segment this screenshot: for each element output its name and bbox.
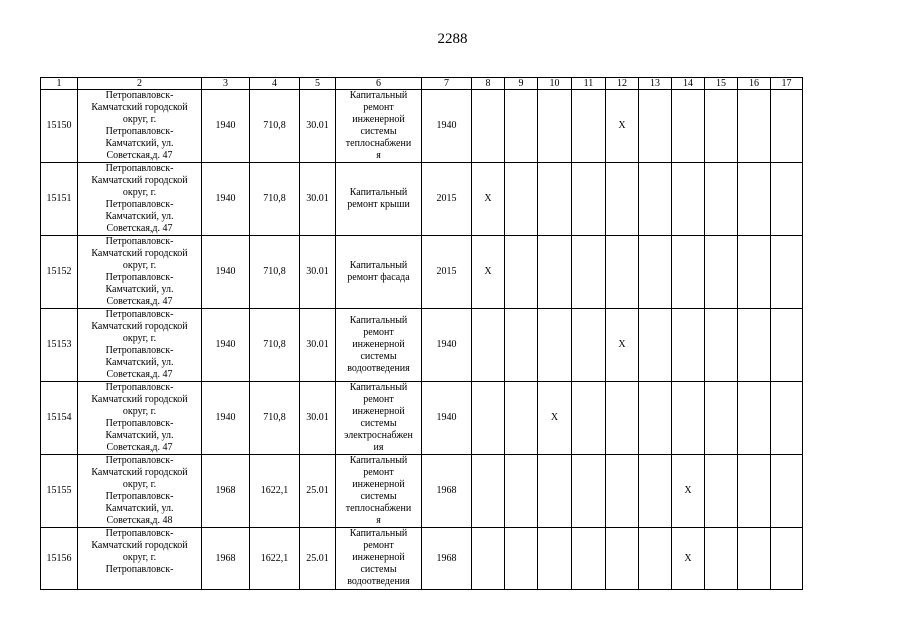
mark-cell-col-12: X (606, 309, 639, 382)
mark-cell-col-15 (705, 163, 738, 236)
period-cell: 1968 (422, 528, 472, 590)
mark-cell-col-13 (639, 236, 672, 309)
mark-cell-col-10 (538, 455, 572, 528)
mark-cell-col-11 (572, 309, 606, 382)
table-row (41, 90, 803, 163)
column-header: 16 (738, 78, 771, 90)
mark-cell-col-10 (538, 163, 572, 236)
period-cell: 2015 (422, 163, 472, 236)
year-cell: 1940 (202, 163, 250, 236)
address-cell: Петропавловск- Камчатский городской округ, г. Петропавловск- Камчатский, ул. Советская,д. 48 (78, 455, 202, 528)
mark-cell-col-16 (738, 163, 771, 236)
year-cell: 1968 (202, 528, 250, 590)
mark-cell-col-13 (639, 309, 672, 382)
mark-cell-col-17 (771, 528, 803, 590)
mark-cell-col-17 (771, 309, 803, 382)
work-type-cell: Капитальный ремонт инженерной системы водоотведения (336, 528, 422, 590)
area-cell: 710,8 (250, 163, 300, 236)
mark-cell-col-15 (705, 90, 738, 163)
mark-cell-col-13 (639, 382, 672, 455)
mark-cell-col-9 (505, 309, 538, 382)
code-cell: 30.01 (300, 236, 336, 309)
code-cell: 30.01 (300, 90, 336, 163)
row-id: 15153 (41, 309, 78, 382)
mark-cell-col-13 (639, 90, 672, 163)
mark-cell-col-11 (572, 90, 606, 163)
row-id: 15154 (41, 382, 78, 455)
mark-cell-col-8 (472, 309, 505, 382)
row-id: 15155 (41, 455, 78, 528)
mark-cell-col-13 (639, 455, 672, 528)
mark-cell-col-15 (705, 528, 738, 590)
mark-cell-col-8 (472, 455, 505, 528)
mark-cell-col-17 (771, 163, 803, 236)
header-row (41, 78, 803, 90)
mark-cell-col-8: X (472, 236, 505, 309)
code-cell: 30.01 (300, 382, 336, 455)
mark-cell-col-14 (672, 309, 705, 382)
mark-cell-col-16 (738, 382, 771, 455)
mark-cell-col-8: X (472, 163, 505, 236)
mark-cell-col-16 (738, 528, 771, 590)
mark-cell-col-8 (472, 90, 505, 163)
column-header: 9 (505, 78, 538, 90)
area-cell: 710,8 (250, 90, 300, 163)
period-cell: 2015 (422, 236, 472, 309)
table-row (41, 528, 803, 590)
page-number: 2288 (437, 31, 468, 47)
mark-cell-col-17 (771, 382, 803, 455)
code-cell: 25.01 (300, 455, 336, 528)
mark-cell-col-8 (472, 382, 505, 455)
mark-cell-col-13 (639, 163, 672, 236)
year-cell: 1940 (202, 236, 250, 309)
area-cell: 1622,1 (250, 455, 300, 528)
table-row (41, 309, 803, 382)
column-header: 10 (538, 78, 572, 90)
mark-cell-col-17 (771, 455, 803, 528)
year-cell: 1968 (202, 455, 250, 528)
mark-cell-col-11 (572, 236, 606, 309)
column-header: 14 (672, 78, 705, 90)
mark-cell-col-9 (505, 163, 538, 236)
column-header: 4 (250, 78, 300, 90)
work-type-cell: Капитальный ремонт фасада (336, 236, 422, 309)
address-cell: Петропавловск- Камчатский городской округ, г. Петропавловск- Камчатский, ул. Советская,д. 47 (78, 236, 202, 309)
address-cell: Петропавловск- Камчатский городской округ, г. Петропавловск- Камчатский, ул. Советская,д. 47 (78, 309, 202, 382)
column-header: 15 (705, 78, 738, 90)
address-cell: Петропавловск- Камчатский городской округ, г. Петропавловск- (78, 528, 202, 590)
column-header: 17 (771, 78, 803, 90)
year-cell: 1940 (202, 90, 250, 163)
mark-cell-col-15 (705, 382, 738, 455)
mark-cell-col-10 (538, 90, 572, 163)
work-type-cell: Капитальный ремонт крыши (336, 163, 422, 236)
mark-cell-col-15 (705, 309, 738, 382)
mark-cell-col-10 (538, 528, 572, 590)
mark-cell-col-14: X (672, 528, 705, 590)
row-id: 15151 (41, 163, 78, 236)
period-cell: 1968 (422, 455, 472, 528)
column-header: 12 (606, 78, 639, 90)
mark-cell-col-9 (505, 236, 538, 309)
column-header: 3 (202, 78, 250, 90)
area-cell: 710,8 (250, 309, 300, 382)
year-cell: 1940 (202, 309, 250, 382)
address-cell: Петропавловск- Камчатский городской округ, г. Петропавловск- Камчатский, ул. Советская,д. 47 (78, 382, 202, 455)
mark-cell-col-9 (505, 528, 538, 590)
mark-cell-col-17 (771, 90, 803, 163)
table-row (41, 382, 803, 455)
mark-cell-col-9 (505, 382, 538, 455)
work-type-cell: Капитальный ремонт инженерной системы теплоснабжени я (336, 90, 422, 163)
mark-cell-col-17 (771, 236, 803, 309)
work-type-cell: Капитальный ремонт инженерной системы водоотведения (336, 309, 422, 382)
address-cell: Петропавловск- Камчатский городской округ, г. Петропавловск- Камчатский, ул. Советская,д. 47 (78, 163, 202, 236)
table-body (41, 78, 803, 590)
row-id: 15156 (41, 528, 78, 590)
mark-cell-col-8 (472, 528, 505, 590)
mark-cell-col-14 (672, 163, 705, 236)
table-row (41, 455, 803, 528)
work-type-cell: Капитальный ремонт инженерной системы теплоснабжени я (336, 455, 422, 528)
period-cell: 1940 (422, 309, 472, 382)
mark-cell-col-16 (738, 455, 771, 528)
mark-cell-col-12 (606, 236, 639, 309)
mark-cell-col-12: X (606, 90, 639, 163)
mark-cell-col-11 (572, 455, 606, 528)
mark-cell-col-14: X (672, 455, 705, 528)
mark-cell-col-12 (606, 382, 639, 455)
work-type-cell: Капитальный ремонт инженерной системы электроснабжен ия (336, 382, 422, 455)
area-cell: 710,8 (250, 382, 300, 455)
column-header: 1 (41, 78, 78, 90)
mark-cell-col-11 (572, 382, 606, 455)
table-row (41, 236, 803, 309)
area-cell: 1622,1 (250, 528, 300, 590)
mark-cell-col-10 (538, 309, 572, 382)
mark-cell-col-12 (606, 163, 639, 236)
mark-cell-col-15 (705, 236, 738, 309)
area-cell: 710,8 (250, 236, 300, 309)
mark-cell-col-16 (738, 90, 771, 163)
mark-cell-col-14 (672, 236, 705, 309)
mark-cell-col-14 (672, 90, 705, 163)
column-header: 11 (572, 78, 606, 90)
row-id: 15150 (41, 90, 78, 163)
row-id: 15152 (41, 236, 78, 309)
column-header: 13 (639, 78, 672, 90)
mark-cell-col-13 (639, 528, 672, 590)
year-cell: 1940 (202, 382, 250, 455)
mark-cell-col-11 (572, 528, 606, 590)
mark-cell-col-15 (705, 455, 738, 528)
mark-cell-col-11 (572, 163, 606, 236)
column-header: 6 (336, 78, 422, 90)
table-row (41, 163, 803, 236)
column-header: 5 (300, 78, 336, 90)
mark-cell-col-16 (738, 309, 771, 382)
period-cell: 1940 (422, 90, 472, 163)
code-cell: 30.01 (300, 163, 336, 236)
mark-cell-col-10 (538, 236, 572, 309)
column-header: 7 (422, 78, 472, 90)
mark-cell-col-16 (738, 236, 771, 309)
mark-cell-col-10: X (538, 382, 572, 455)
code-cell: 25.01 (300, 528, 336, 590)
mark-cell-col-9 (505, 455, 538, 528)
column-header: 8 (472, 78, 505, 90)
column-header: 2 (78, 78, 202, 90)
mark-cell-col-12 (606, 455, 639, 528)
mark-cell-col-14 (672, 382, 705, 455)
mark-cell-col-12 (606, 528, 639, 590)
register-table (40, 77, 803, 590)
code-cell: 30.01 (300, 309, 336, 382)
address-cell: Петропавловск- Камчатский городской округ, г. Петропавловск- Камчатский, ул. Советская,д. 47 (78, 90, 202, 163)
period-cell: 1940 (422, 382, 472, 455)
mark-cell-col-9 (505, 90, 538, 163)
